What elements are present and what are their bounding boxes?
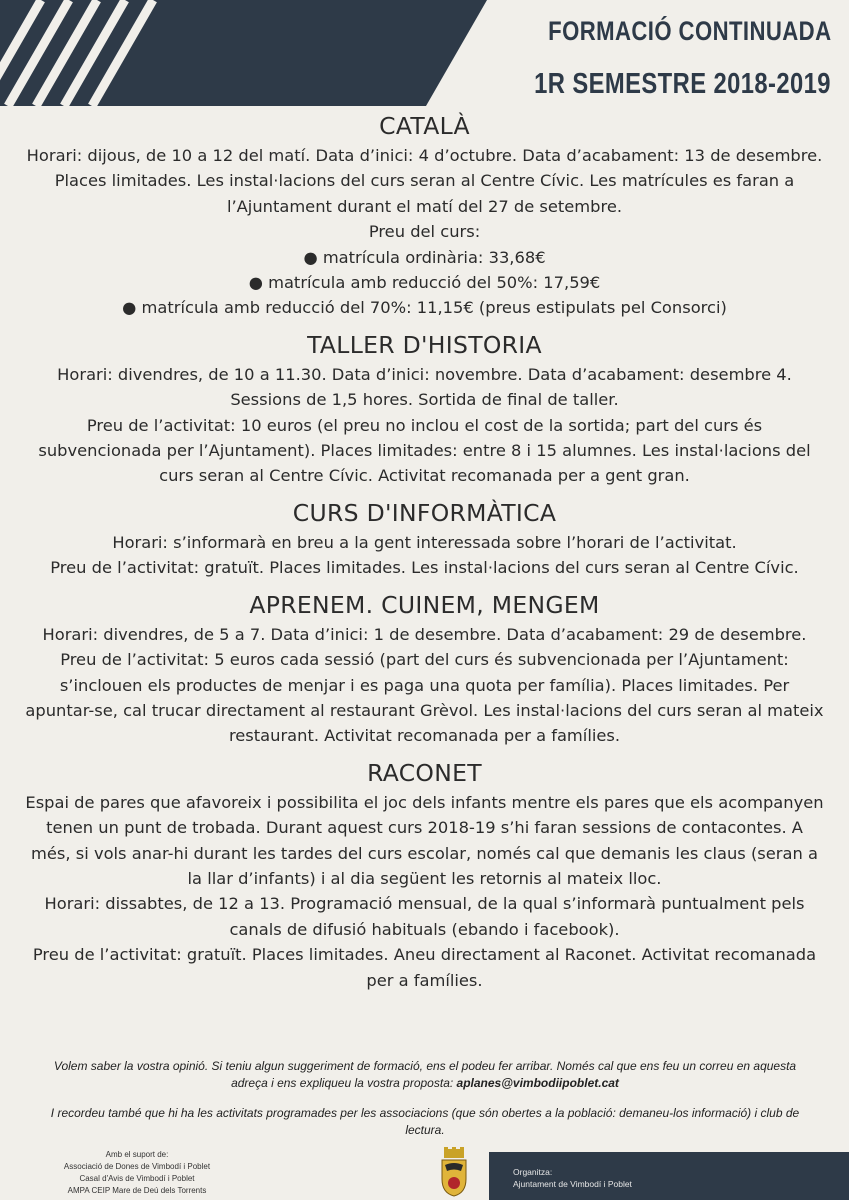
opinion-note (36, 1058, 814, 1092)
price-item: ● matrícula amb reducció del 50%: 17,59€ (248, 273, 601, 293)
support-entity: Casal d'Avis de Vimbodí i Poblet (79, 1174, 195, 1183)
municipal-coat-of-arms-icon (439, 1147, 469, 1197)
section-title: TALLER D'HISTORIA (307, 330, 542, 359)
section-paragraph: Horari: divendres, de 5 a 7. Data d’inici: 1 de desembre. Data d’acabament: 29 de desembre. (42, 624, 807, 644)
section-raconet (24, 759, 825, 993)
header-title-line-1: FORMACIÓ CONTINUADA (547, 16, 831, 46)
price-item: ● matrícula ordinària: 33,68€ (303, 247, 546, 267)
section-paragraph: Horari: dissabtes, de 12 a 13. Programació mensual, de la qual s’informarà puntualment pels canals de difusió habituals (ebando i facebook). (44, 894, 805, 939)
section-paragraph: Espai de pares que afavoreix i possibilita el joc dels infants mentre els pares que els acompanyen tenen un punt de trobada. Durant aquest curs 2018-19 s’hi faran sessions de contacontes. A més, si vols anar-hi durant les tardes del curs escolar, només cal que demanis les claus (seran a la llar d’infants) i al dia següent les retornis al mateix lloc. (25, 792, 824, 888)
support-entity: Associació de Dones de Vimbodí i Poblet (63, 1162, 211, 1171)
section-paragraph: Preu de l’activitat: gratuït. Places limitades. Les instal·lacions del curs seran al Centre Cívic. (50, 558, 799, 578)
associations-note: I recordeu també que hi ha les activitats programades per les associacions (que són obertes a la població: demaneu-los informació) i club de lectura. (50, 1106, 800, 1137)
section-taller-historia (24, 331, 825, 489)
section-title: CATALÀ (379, 112, 470, 140)
section-catala (24, 112, 825, 321)
footer-notes (36, 1058, 814, 1152)
section-paragraph: Preu del curs: (368, 222, 481, 242)
support-credits (42, 1149, 232, 1197)
section-paragraph: Horari: s’informarà en breu a la gent interessada sobre l’horari de l’activitat. (112, 532, 737, 552)
opinion-text: Volem saber la vostra opinió. Si teniu algun suggeriment de formació, ens el podeu fer arribar. Només cal que ens feu un correu en aquesta adreça i ens expliqueu la vostra proposta: (53, 1059, 797, 1090)
section-cuinem (24, 591, 825, 749)
support-entity: AMPA CEIP Mare de Deú dels Torrents (67, 1186, 207, 1195)
section-paragraph: Horari: dijous, de 10 a 12 del matí. Data d’inici: 4 d’octubre. Data d’acabament: 13 de desembre. Places limitades. Les instal·lacions del curs seran al Centre Cívic. Les matrícules es faran a l’Ajuntament durant el matí del 27 de setembre. (26, 146, 823, 216)
organizer-box (489, 1152, 849, 1200)
section-title: APRENEM. CUINEM, MENGEM (249, 590, 600, 619)
organizer-label: Organitza: (513, 1167, 553, 1177)
section-title: CURS D'INFORMÀTICA (292, 498, 557, 527)
main-content (24, 112, 825, 1003)
section-paragraph: Preu de l’activitat: 10 euros (el preu no inclou el cost de la sortida; part del curs és subvencionada per l’Ajuntament). Places limitades: entre 8 i 15 alumnes. Les instal·lacions del curs seran al Centre Cívic. Activitat recomanada per a gent gran. (38, 415, 811, 486)
header-title-line-2: 1R SEMESTRE 2018-2019 (534, 68, 831, 100)
contact-email-link[interactable]: aplanes@vimbodiipoblet.cat (456, 1076, 619, 1090)
section-paragraph: Preu de l’activitat: 5 euros cada sessió (part del curs és subvencionada per l’Ajuntament: s’inclouen els productes de menjar i es paga una quota per família). Places limitades. Per apuntar-se, cal trucar directament al restaurant Grèvol. Les instal·lacions del curs seran al mateix restaurant. Activitat recomanada per a famílies. (25, 650, 824, 746)
price-item: ● matrícula amb reducció del 70%: 11,15€ (preus estipulats pel Consorci) (122, 298, 727, 318)
organizer-name: Ajuntament de Vimbodí i Poblet (513, 1179, 632, 1189)
section-paragraph: Horari: divendres, de 10 a 11.30. Data d’inici: novembre. Data d’acabament: desembre 4. Sessions de 1,5 hores. Sortida de final de taller. (57, 364, 792, 410)
support-label: Amb el suport de: (105, 1150, 169, 1159)
section-paragraph: Preu de l’activitat: gratuït. Places limitades. Aneu directament al Raconet. Activitat recomanada per a famílies. (32, 945, 817, 990)
section-informatica (24, 499, 825, 581)
section-title: RACONET (367, 758, 482, 787)
